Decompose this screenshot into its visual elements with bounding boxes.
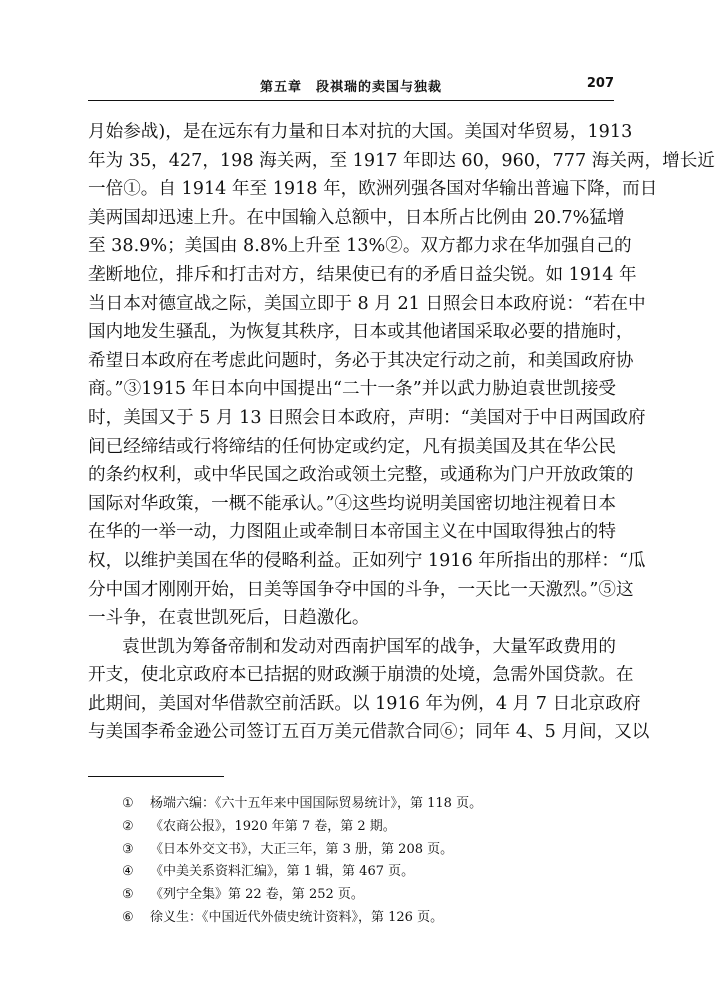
footnote-text: 《日本外交文书》，大正三年，第 3 册，第 208 页。 [150, 841, 454, 857]
footnote-text: 《农商公报》，1920 年第 7 卷，第 2 期。 [150, 818, 396, 834]
text-line: 权，以维护美国在华的侵略利益。正如列宁 1916 年所指出的那样：“瓜 [88, 550, 646, 571]
footnote-marker: ④ [122, 864, 134, 880]
footnote [122, 816, 602, 839]
footnote-text: 《列宁全集》第 22 卷，第 252 页。 [150, 887, 364, 903]
footnote-text: 《中美关系资料汇编》，第 1 辑，第 467 页。 [150, 864, 415, 880]
footnote [122, 861, 602, 884]
text-line: 袁世凯为筹备帝制和发动对西南护国军的战争，大量军政费用的 [122, 636, 616, 657]
text-line: 垄断地位，排斥和打击对方，结果使已有的矛盾日益尖锐。如 1914 年 [88, 264, 637, 285]
text-line: 分中国才刚刚开始，日美等国争夺中国的斗争，一天比一天激烈。”⑤这 [88, 579, 634, 600]
text-line: 一斗争，在袁世凯死后，日趋激化。 [88, 608, 370, 629]
footnote-marker: ⑥ [122, 909, 134, 925]
text-line: 希望日本政府在考虑此问题时，务必于其决定行动之前，和美国政府协 [88, 350, 634, 371]
chapter-title: 第五章 段祺瑞的卖国与独裁 [259, 80, 442, 95]
text-line: 在华的一举一动，力图阻止或牵制日本帝国主义在中国取得独占的特 [88, 522, 616, 543]
text-line: 一倍①。自 1914 年至 1918 年，欧洲列强各国对华输出普遍下降，而日 [88, 179, 658, 200]
text-line: 年为 35，427，198 海关两，至 1917 年即达 60，960，777 海关两，增长近 [88, 150, 715, 171]
text-line: 商。”③1915 年日本向中国提出“二十一条”并以武力胁迫袁世凯接受 [88, 379, 616, 400]
footnote-text: 杨端六编：《六十五年来中国国际贸易统计》，第 118 页。 [150, 796, 483, 811]
page-number: 207 [586, 76, 614, 91]
paragraph [88, 118, 715, 633]
header-rule [88, 100, 614, 101]
footnote [122, 884, 602, 907]
footnote-marker: ① [122, 796, 134, 811]
text-line: 与美国李希金逊公司签订五百万美元借款合同⑥；同年 4、5 月间，又以 [88, 722, 650, 743]
text-line: 时，美国又于 5 月 13 日照会日本政府，声明：“美国对于中日两国政府 [88, 407, 646, 428]
footnote [122, 907, 602, 930]
text-line: 间已经缔结或行将缔结的任何协定或约定，凡有损美国及其在华公民 [88, 436, 616, 457]
footnote [122, 793, 602, 816]
footnote-marker: ② [122, 818, 134, 834]
text-line: 月始参战)，是在远东有力量和日本对抗的大国。美国对华贸易，1913 [88, 122, 633, 142]
text-line: 美两国却迅速上升。在中国输入总额中，日本所占比例由 20.7%猛增 [88, 207, 625, 228]
footnote [122, 839, 602, 862]
footnote-marker: ③ [122, 841, 134, 857]
footnote-marker: ⑤ [122, 887, 134, 903]
footnote-text: 徐义生：《中国近代外债史统计资料》，第 126 页。 [150, 909, 444, 925]
text-line: 国际对华政策，一概不能承认。”④这些均说明美国密切地注视着日本 [88, 493, 617, 514]
footnote-separator [88, 776, 224, 777]
text-line: 开支，使北京政府本已拮据的财政濒于崩溃的处境，急需外国贷款。在 [88, 665, 634, 686]
running-header [88, 74, 614, 102]
paragraph [88, 633, 650, 747]
footnotes [122, 793, 602, 930]
text-line: 的条约权利，或中华民国之政治或领土完整，或通称为门户开放政策的 [88, 465, 634, 486]
main-text [88, 118, 715, 747]
text-line: 当日本对德宣战之际，美国立即于 8 月 21 日照会日本政府说：“若在中 [88, 293, 646, 314]
text-line: 此期间，美国对华借款空前活跃。以 1916 年为例，4 月 7 日北京政府 [88, 693, 641, 714]
text-line: 国内地发生骚乱，为恢复其秩序，日本或其他诸国采取必要的措施时， [88, 322, 634, 343]
text-line: 至 38.9%；美国由 8.8%上升至 13%②。双方都力求在华加强自己的 [88, 236, 632, 257]
